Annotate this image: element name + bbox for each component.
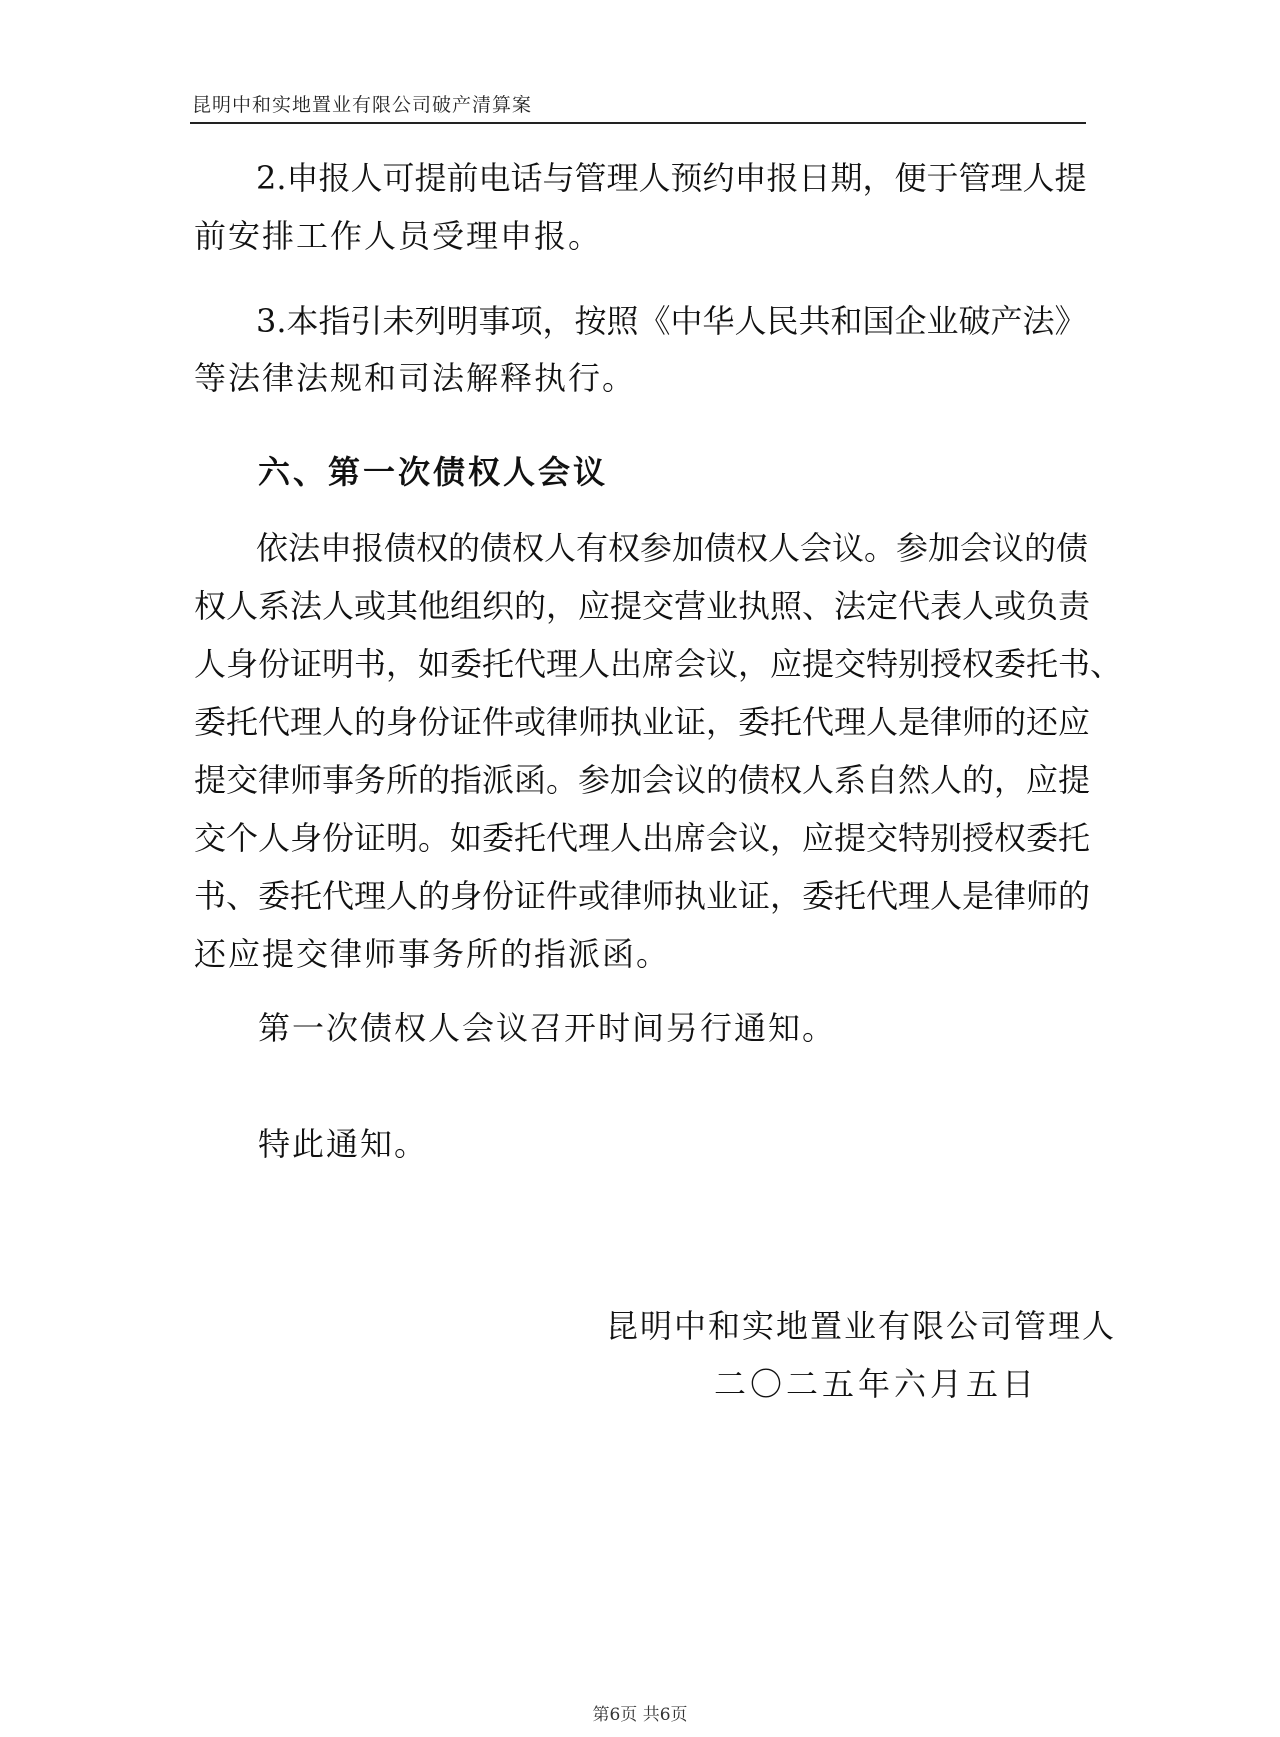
signature-date: 二〇二五年六月五日 (714, 1365, 1039, 1403)
para-1-line-4: 委托代理人的身份证件或律师执业证，委托代理人是律师的还应 (194, 703, 1091, 741)
para-1-line-6: 交个人身份证明。如委托代理人出席会议，应提交特别授权委托 (194, 819, 1091, 857)
header-title: 昆明中和实地置业有限公司破产清算案 (192, 94, 533, 116)
para-2: 第一次债权人会议召开时间另行通知。 (258, 1009, 837, 1047)
page-number-footer: 第6页 共6页 (592, 1705, 688, 1725)
closing-remark: 特此通知。 (258, 1125, 429, 1163)
item-3-line-2: 等法律法规和司法解释执行。 (194, 359, 637, 397)
para-1-line-5: 提交律师事务所的指派函。参加会议的债权人系自然人的，应提 (194, 761, 1091, 799)
para-1-line-3: 人身份证明书，如委托代理人出席会议，应提交特别授权委托书、 (194, 645, 1123, 683)
item-3-line-1: 3.本指引未列明事项，按照《中华人民共和国企业破产法》 (256, 302, 1087, 340)
page-header (190, 88, 1086, 124)
section-heading: 六、第一次债权人会议 (258, 453, 609, 491)
item-2-line-2: 前安排工作人员受理申报。 (194, 217, 603, 255)
signature-organization: 昆明中和实地置业有限公司管理人 (606, 1307, 1117, 1345)
para-1-line-1: 依法申报债权的债权人有权参加债权人会议。参加会议的债 (256, 529, 1089, 567)
para-1-line-8: 还应提交律师事务所的指派函。 (194, 935, 671, 973)
para-1-line-7: 书、委托代理人的身份证件或律师执业证，委托代理人是律师的 (194, 877, 1091, 915)
item-2-line-1: 2.申报人可提前电话与管理人预约申报日期，便于管理人提 (256, 159, 1087, 197)
para-1-line-2: 权人系法人或其他组织的，应提交营业执照、法定代表人或负责 (194, 587, 1091, 625)
